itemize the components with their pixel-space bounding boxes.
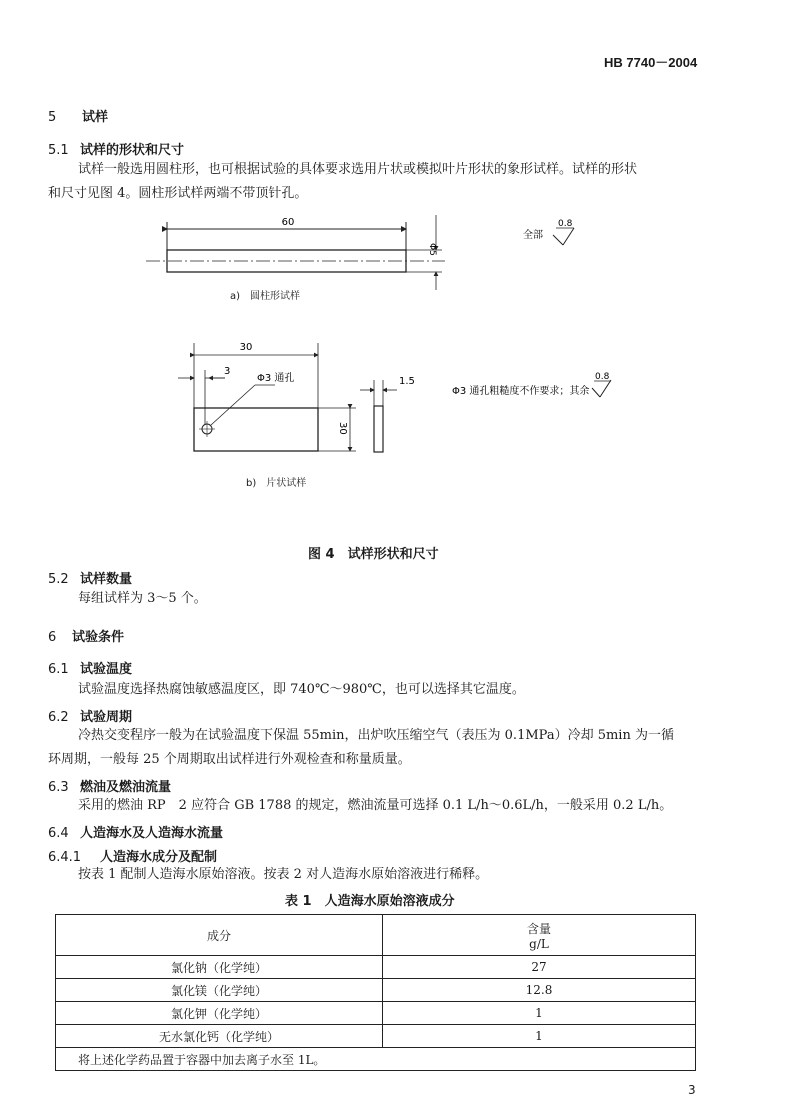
column-header-content-unit: g/L <box>529 936 549 951</box>
table-row <box>56 956 696 979</box>
section-title: 试样的形状和尺寸 <box>80 143 185 158</box>
section-number: 6.1 <box>48 662 69 677</box>
table-1-title: 表 1 人造海水原始溶液成分 <box>285 894 455 909</box>
table-note-row <box>56 1048 696 1071</box>
section-6-2-heading <box>48 706 132 725</box>
section-number: 5 <box>48 110 57 125</box>
dim-offset-label: 3 <box>224 366 231 377</box>
figure-4-drawing <box>0 0 800 520</box>
table-cell-value: 1 <box>383 1002 696 1025</box>
section-title: 人造海水及人造海水流量 <box>80 826 224 841</box>
table-cell-component: 无水氯化钙（化学纯） <box>56 1025 383 1048</box>
table-cell-value: 1 <box>383 1025 696 1048</box>
roughness-value: 0.8 <box>595 372 610 382</box>
section-5-1-para-line2: 和尺寸见图 4。圆柱形试样两端不带顶针孔。 <box>48 186 308 201</box>
table-1 <box>55 914 696 1071</box>
roughness-note: Φ3 通孔粗糙度不作要求；其余 <box>452 386 590 397</box>
column-header-content-line1: 含量 <box>526 921 551 936</box>
dim-length-label: 60 <box>281 217 295 228</box>
section-6-2-para-line1: 冷热交变程序一般为在试验温度下保温 55min，出炉吹压缩空气（表压为 0.1MPa）冷却 5min 为一循 <box>78 728 674 743</box>
roughness-symbol-icon <box>553 228 574 245</box>
dim-thickness-label: 1.5 <box>399 376 415 387</box>
section-number: 5.1 <box>48 143 69 158</box>
table-row <box>56 979 696 1002</box>
table-cell-component: 氯化钠（化学纯） <box>56 956 383 979</box>
dim-diameter-label: Φ5 <box>427 243 437 256</box>
table-header-row <box>56 915 696 956</box>
section-6-1-para: 试验温度选择热腐蚀敏感温度区，即 740℃～980℃，也可以选择其它温度。 <box>78 682 525 697</box>
table-cell-component: 氯化钾（化学纯） <box>56 1002 383 1025</box>
section-6-2-para-line2: 环周期，一般每 25 个周期取出试样进行外观检查和称量质量。 <box>48 752 411 767</box>
roughness-symbol-icon <box>592 380 611 397</box>
table-row <box>56 1002 696 1025</box>
table-cell-component: 氯化镁（化学纯） <box>56 979 383 1002</box>
section-title: 试样数量 <box>80 572 133 587</box>
roughness-prefix: 全部 <box>523 230 543 241</box>
section-number: 6.3 <box>48 780 69 795</box>
table-note: 将上述化学药品置于容器中加去离子水至 1L。 <box>56 1048 696 1071</box>
column-header-component: 成分 <box>56 915 383 956</box>
section-title: 试样 <box>82 110 109 125</box>
section-6-4-heading <box>48 822 223 841</box>
section-title: 人造海水成分及配制 <box>100 850 218 865</box>
table-cell-value: 27 <box>383 956 696 979</box>
section-title: 试验周期 <box>80 710 133 725</box>
dim-height-label: 30 <box>337 422 348 435</box>
section-number: 6.4.1 <box>48 850 82 865</box>
section-6-heading <box>48 626 124 645</box>
table-row <box>56 1025 696 1048</box>
section-title: 试验温度 <box>80 662 133 677</box>
section-6-3-heading <box>48 776 171 795</box>
column-header-content <box>383 915 696 956</box>
page-number: 3 <box>688 1083 696 1097</box>
section-6-3-para: 采用的燃油 RP 2 应符合 GB 1788 的规定，燃油流量可选择 0.1 L/h～0.6L/h，一般采用 0.2 L/h。 <box>78 798 673 813</box>
section-5-1-para-line1: 试样一般选用圆柱形，也可根据试验的具体要求选用片状或模拟叶片形状的象形试样。试样的形状 <box>78 162 638 177</box>
section-5-2-heading <box>48 568 132 587</box>
figure-a-caption: a) 圆柱形试样 <box>230 291 301 302</box>
section-number: 5.2 <box>48 572 69 587</box>
section-5-2-para: 每组试样为 3～5 个。 <box>78 591 207 606</box>
section-6-4-1-para: 按表 1 配制人造海水原始溶液。按表 2 对人造海水原始溶液进行稀释。 <box>78 867 489 882</box>
section-title: 试验条件 <box>72 630 125 645</box>
table-cell-value: 12.8 <box>383 979 696 1002</box>
section-title: 燃油及燃油流量 <box>80 780 172 795</box>
section-number: 6 <box>48 630 57 645</box>
roughness-value: 0.8 <box>558 219 573 229</box>
section-6-1-heading <box>48 658 132 677</box>
section-number: 6.4 <box>48 826 69 841</box>
figure-b-caption: b) 片状试样 <box>246 478 307 489</box>
figure-4-caption: 图 4 试样形状和尺寸 <box>308 547 439 562</box>
hole-label: Φ3 通孔 <box>257 373 295 384</box>
cylindrical-specimen-drawing <box>146 215 445 290</box>
section-number: 6.2 <box>48 710 69 725</box>
dim-width-label: 30 <box>239 342 253 353</box>
document-number: HB 7740－2004 <box>604 55 698 70</box>
plate-specimen-drawing <box>178 343 397 452</box>
